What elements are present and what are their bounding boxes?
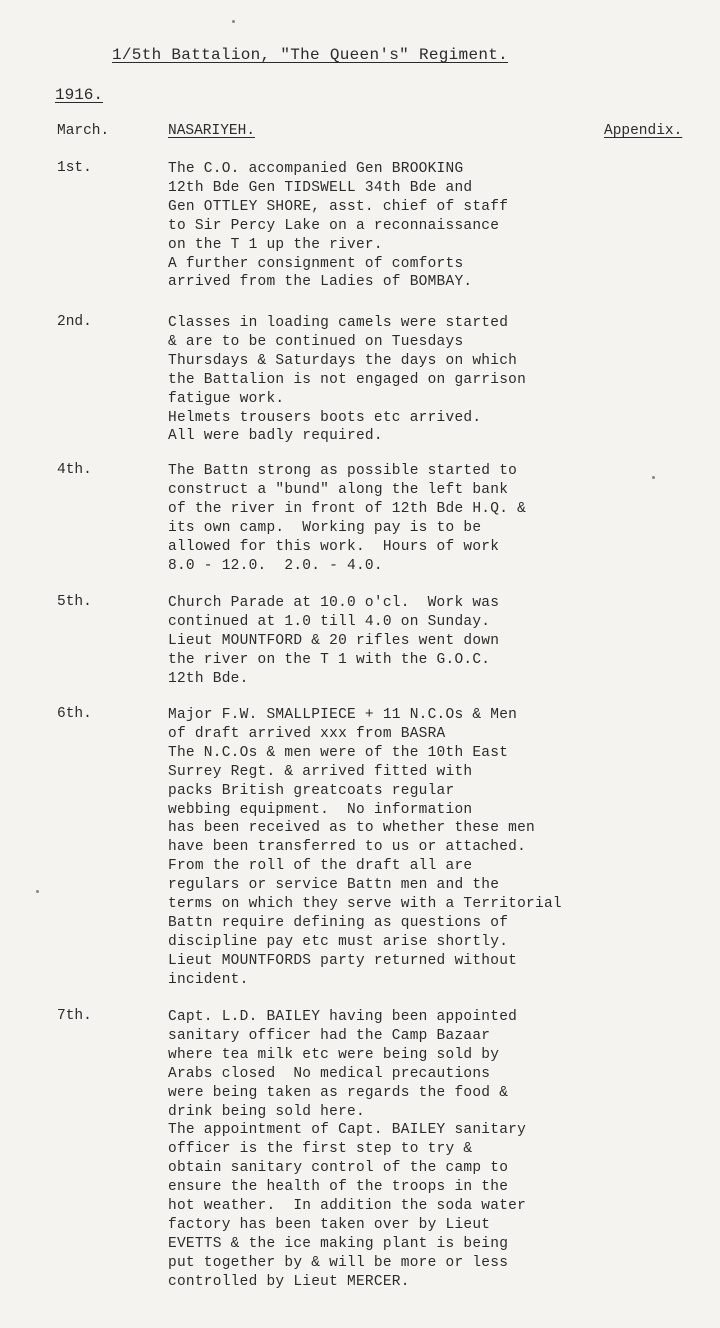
entry-line: incident. — [168, 971, 249, 988]
entry-date: 7th. — [57, 1008, 92, 1024]
entry-line: construct a "bund" along the left bank — [168, 481, 509, 498]
entry-text — [168, 160, 688, 292]
entry-line: factory has been taken over by Lieut — [168, 1216, 491, 1233]
entry-line: Helmets trousers boots etc arrived. — [168, 409, 482, 426]
entry-line: continued at 1.0 till 4.0 on Sunday. — [168, 613, 491, 630]
entry-line: officer is the first step to try & — [168, 1141, 473, 1158]
entry-date: 5th. — [57, 594, 92, 610]
entry-text — [168, 314, 688, 446]
document-year: 1916. — [55, 86, 104, 104]
entry-line: put together by & will be more or less — [168, 1254, 509, 1271]
entry-line: has been received as to whether these men — [168, 820, 536, 837]
entry-line: where tea milk etc were being sold by — [168, 1046, 500, 1063]
entry-date: 2nd. — [57, 314, 92, 330]
entry-date: 4th. — [57, 462, 92, 478]
entry-line: Thursdays & Saturdays the days on which — [168, 352, 518, 369]
entry-date: 1st. — [57, 160, 92, 176]
entry-line: have been transferred to us or attached. — [168, 839, 527, 856]
entry-line: Surrey Regt. & arrived fitted with — [168, 763, 473, 780]
entry-line: Arabs closed No medical precautions — [168, 1065, 491, 1082]
column-header-appendix: Appendix. — [604, 123, 683, 139]
entry-line: allowed for this work. Hours of work — [168, 538, 500, 555]
entry-text — [168, 706, 688, 990]
entry-line: its own camp. Working pay is to be — [168, 519, 482, 536]
entry-line: regulars or service Battn men and the — [168, 877, 500, 894]
entry-line: 8.0 - 12.0. 2.0. - 4.0. — [168, 557, 383, 574]
entry-line: discipline pay etc must arise shortly. — [168, 933, 509, 950]
entry-line: EVETTS & the ice making plant is being — [168, 1235, 509, 1252]
entry-line: were being taken as regards the food & — [168, 1084, 509, 1101]
entry-line: obtain sanitary control of the camp to — [168, 1160, 509, 1177]
entry-line: A further consignment of comforts — [168, 255, 464, 272]
paper-mark — [36, 890, 39, 893]
entry-line: Classes in loading camels were started — [168, 315, 509, 331]
entry-line: Lieut MOUNTFORDS party returned without — [168, 952, 518, 969]
entry-text — [168, 462, 688, 575]
entry-line: The N.C.Os & men were of the 10th East — [168, 744, 509, 761]
entry-line: of draft arrived xxx from BASRA — [168, 725, 446, 742]
entry-line: Gen OTTLEY SHORE, asst. chief of staff — [168, 198, 509, 215]
entry-line: fatigue work. — [168, 390, 285, 407]
entry-line: on the T 1 up the river. — [168, 236, 383, 253]
entry-line: the river on the T 1 with the G.O.C. — [168, 651, 491, 668]
entry-text — [168, 594, 688, 689]
entry-line: terms on which they serve with a Territorial — [168, 896, 562, 913]
entry-line: of the river in front of 12th Bde H.Q. & — [168, 500, 527, 517]
entry-line: hot weather. In addition the soda water — [168, 1198, 527, 1215]
entry-line: sanitary officer had the Camp Bazaar — [168, 1027, 491, 1044]
entry-line: packs British greatcoats regular — [168, 782, 455, 799]
entry-line: to Sir Percy Lake on a reconnaissance — [168, 217, 500, 234]
entry-line: ensure the health of the troops in the — [168, 1179, 509, 1196]
entry-line: Battn require defining as questions of — [168, 914, 509, 931]
entry-line: Capt. L.D. BAILEY having been appointed — [168, 1009, 518, 1025]
column-header-place: NASARIYEH. — [168, 123, 256, 139]
entry-line: Church Parade at 10.0 o'cl. Work was — [168, 595, 500, 611]
entry-line: The Battn strong as possible started to — [168, 463, 518, 479]
entry-line: Lieut MOUNTFORD & 20 rifles went down — [168, 632, 500, 649]
entry-line: drink being sold here. — [168, 1103, 365, 1120]
entry-line: The C.O. accompanied Gen BROOKING — [168, 161, 464, 177]
entry-line: the Battalion is not engaged on garrison — [168, 371, 527, 388]
entry-line: arrived from the Ladies of BOMBAY. — [168, 274, 473, 291]
entry-line: controlled by Lieut MERCER. — [168, 1273, 410, 1290]
entry-line: 12th Bde Gen TIDSWELL 34th Bde and — [168, 179, 473, 196]
entry-line: & are to be continued on Tuesdays — [168, 333, 464, 350]
entry-line: Major F.W. SMALLPIECE + 11 N.C.Os & Men — [168, 707, 518, 723]
entry-text — [168, 1008, 688, 1292]
entry-line: From the roll of the draft all are — [168, 858, 473, 875]
entry-line: The appointment of Capt. BAILEY sanitary — [168, 1122, 527, 1139]
column-header-month: March. — [57, 123, 110, 139]
entry-date: 6th. — [57, 706, 92, 722]
entry-line: 12th Bde. — [168, 670, 249, 687]
entry-line: webbing equipment. No information — [168, 801, 473, 818]
paper-mark — [232, 20, 235, 23]
entry-line: All were badly required. — [168, 428, 383, 445]
document-title: 1/5th Battalion, "The Queen's" Regiment. — [112, 46, 509, 64]
